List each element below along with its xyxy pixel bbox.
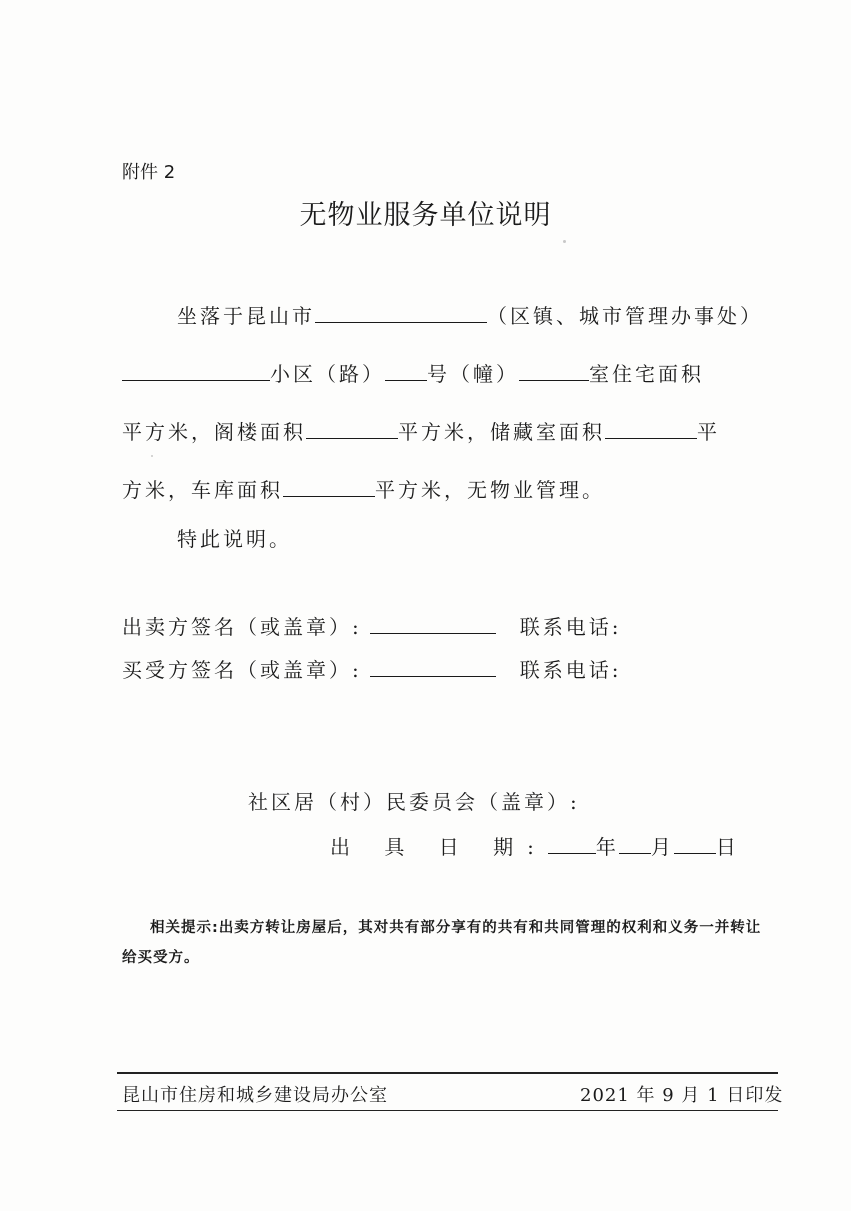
footer-bottom-rule	[117, 1110, 778, 1111]
buyer-phone-label: 联系电话:	[519, 658, 622, 682]
buyer-signature-blank[interactable]	[370, 656, 496, 677]
year-label: 年	[595, 835, 619, 859]
room-blank[interactable]	[519, 360, 589, 381]
footer-issue-date: 2021 年 9 月 1 日印发	[580, 1085, 784, 1106]
document-title: 无物业服务单位说明	[299, 200, 552, 231]
buyer-signature-row	[122, 656, 622, 684]
location-suffix: （区镇、城市管理办事处）	[487, 304, 763, 328]
line3-tail: 平	[697, 420, 720, 444]
footer-issuer: 昆山市住房和城乡建设局办公室	[122, 1085, 388, 1106]
attic-area-label: 平方米，阁楼面积	[122, 420, 306, 444]
month-label: 月	[650, 835, 674, 859]
hint-text: 出卖方转让房屋后，其对共有部分享有的共有和共同管理的权利和义务一并转让给买受方。	[122, 919, 762, 966]
district-blank[interactable]	[315, 302, 487, 323]
seller-signature-blank[interactable]	[370, 613, 496, 634]
attic-area-blank[interactable]	[306, 418, 398, 439]
month-blank[interactable]	[619, 833, 651, 854]
body-line-3	[122, 418, 720, 446]
building-label: 号（幢）	[427, 362, 519, 386]
day-blank[interactable]	[674, 833, 716, 854]
year-blank[interactable]	[548, 833, 596, 854]
location-prefix: 坐落于昆山市	[177, 304, 315, 328]
community-label: 小区（路）	[270, 362, 385, 386]
garage-area-blank[interactable]	[283, 476, 375, 497]
hint-title: 相关提示:	[150, 920, 219, 936]
body-line-2	[122, 360, 704, 388]
issue-date-label: 出 具 日 期:	[330, 835, 548, 859]
buyer-signature-label: 买受方签名（或盖章）:	[122, 658, 362, 682]
closing-statement: 特此说明。	[177, 527, 292, 551]
garage-area-label: 方米，车库面积	[122, 478, 283, 502]
storage-area-label: 平方米，储藏室面积	[398, 420, 605, 444]
scan-speck	[151, 455, 153, 457]
body-line-4	[122, 476, 605, 504]
attachment-label: 附件 2	[122, 162, 176, 183]
seller-signature-row	[122, 613, 622, 641]
community-blank[interactable]	[122, 360, 270, 381]
footer-top-rule	[117, 1072, 778, 1074]
issue-date-row	[330, 833, 739, 861]
committee-seal-label: 社区居（村）民委员会（盖章）:	[248, 790, 580, 814]
day-label: 日	[715, 835, 739, 859]
number-blank[interactable]	[385, 360, 427, 381]
no-management-text: 平方米，无物业管理。	[375, 478, 605, 502]
seller-signature-label: 出卖方签名（或盖章）:	[122, 615, 362, 639]
related-hint	[122, 913, 772, 973]
scan-speck	[563, 240, 566, 243]
storage-area-blank[interactable]	[605, 418, 697, 439]
body-line-1	[177, 302, 763, 330]
seller-phone-label: 联系电话:	[519, 615, 622, 639]
residential-area-label: 室住宅面积	[589, 362, 704, 386]
